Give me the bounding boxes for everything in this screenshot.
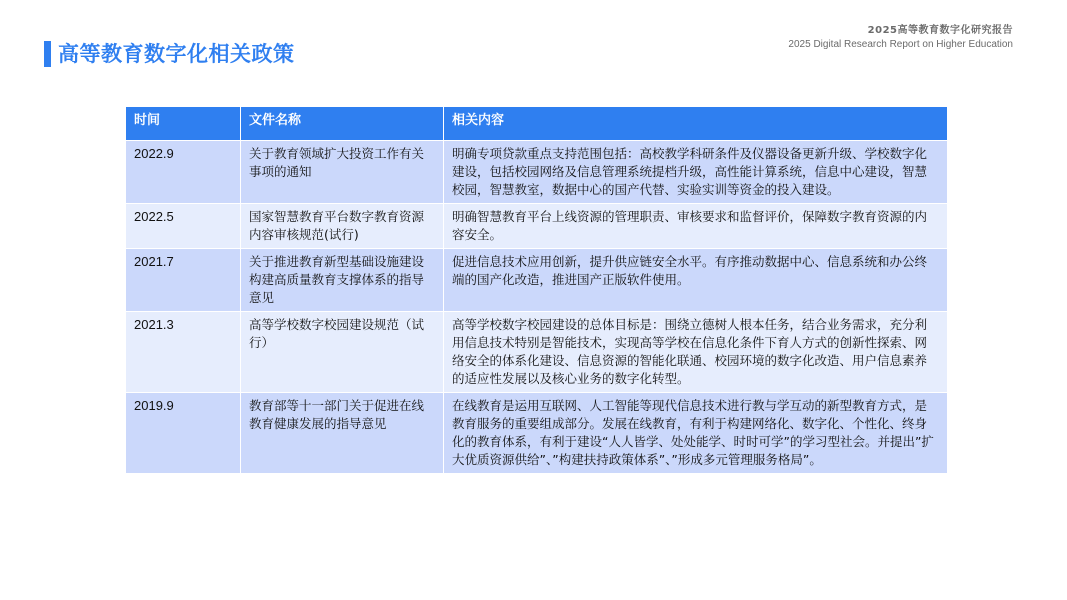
row-content: 高等学校数字校园建设的总体目标是：围绕立德树人根本任务，结合业务需求，充分利用信息技术特别是智能技术，实现高等学校在信息化条件下育人方式的创新性探索、网络安全的体系化建设、信息资源的智能化联通、校园环境的数字化改造、用户信息素养的适应性发展以及核心业务的数字化转型。 — [444, 312, 948, 393]
row-date: 2022.9 — [126, 141, 241, 204]
row-date: 2022.5 — [126, 204, 241, 249]
row-date: 2021.3 — [126, 312, 241, 393]
table-row — [126, 312, 948, 393]
row-content: 明确智慧教育平台上线资源的管理职责、审核要求和监督评价，保障数字教育资源的内容安全。 — [444, 204, 948, 249]
title-accent-bar — [44, 41, 51, 67]
row-content: 明确专项贷款重点支持范围包括：高校教学科研条件及仪器设备更新升级、学校数字化建设，包括校园网络及信息管理系统提档升级，高性能计算系统，信息中心建设，智慧校园，智慧教室，数据中心的国产代替、实验实训等资金的投入建设。 — [444, 141, 948, 204]
table-header-row — [126, 107, 948, 141]
row-content: 在线教育是运用互联网、人工智能等现代信息技术进行教与学互动的新型教育方式，是教育服务的重要组成部分。发展在线教育，有利于构建网络化、数字化、个性化、终身化的教育体系，有利于建设“人人皆学、处处能学、时时可学”的学习型社会。并提出”扩大优质资源供给”、”构建扶持政策体系”、”形成多元管理服务格局”。 — [444, 393, 948, 474]
row-document-name: 高等学校数字校园建设规范（试行） — [241, 312, 444, 393]
table-row — [126, 393, 948, 474]
table-row — [126, 204, 948, 249]
row-document-name: 国家智慧教育平台数字教育资源内容审核规范(试行) — [241, 204, 444, 249]
table-row — [126, 141, 948, 204]
policy-table — [125, 106, 948, 474]
row-document-name: 关于教育领域扩大投资工作有关事项的通知 — [241, 141, 444, 204]
row-date: 2021.7 — [126, 249, 241, 312]
header-date: 时间 — [126, 107, 241, 141]
report-header — [788, 24, 1013, 52]
row-content: 促进信息技术应用创新，提升供应链安全水平。有序推动数据中心、信息系统和办公终端的国产化改造，推进国产正版软件使用。 — [444, 249, 948, 312]
table-row — [126, 249, 948, 312]
row-document-name: 关于推进教育新型基础设施建设构建高质量教育支撑体系的指导意见 — [241, 249, 444, 312]
page-title: 高等教育数字化相关政策 — [58, 42, 295, 66]
row-date: 2019.9 — [126, 393, 241, 474]
header-content: 相关内容 — [444, 107, 948, 141]
header-name: 文件名称 — [241, 107, 444, 141]
report-title-cn: 2025高等教育数字化研究报告 — [867, 25, 1013, 36]
report-title-en: 2025 Digital Research Report on Higher Education — [788, 39, 1013, 50]
row-document-name: 教育部等十一部门关于促进在线教育健康发展的指导意见 — [241, 393, 444, 474]
